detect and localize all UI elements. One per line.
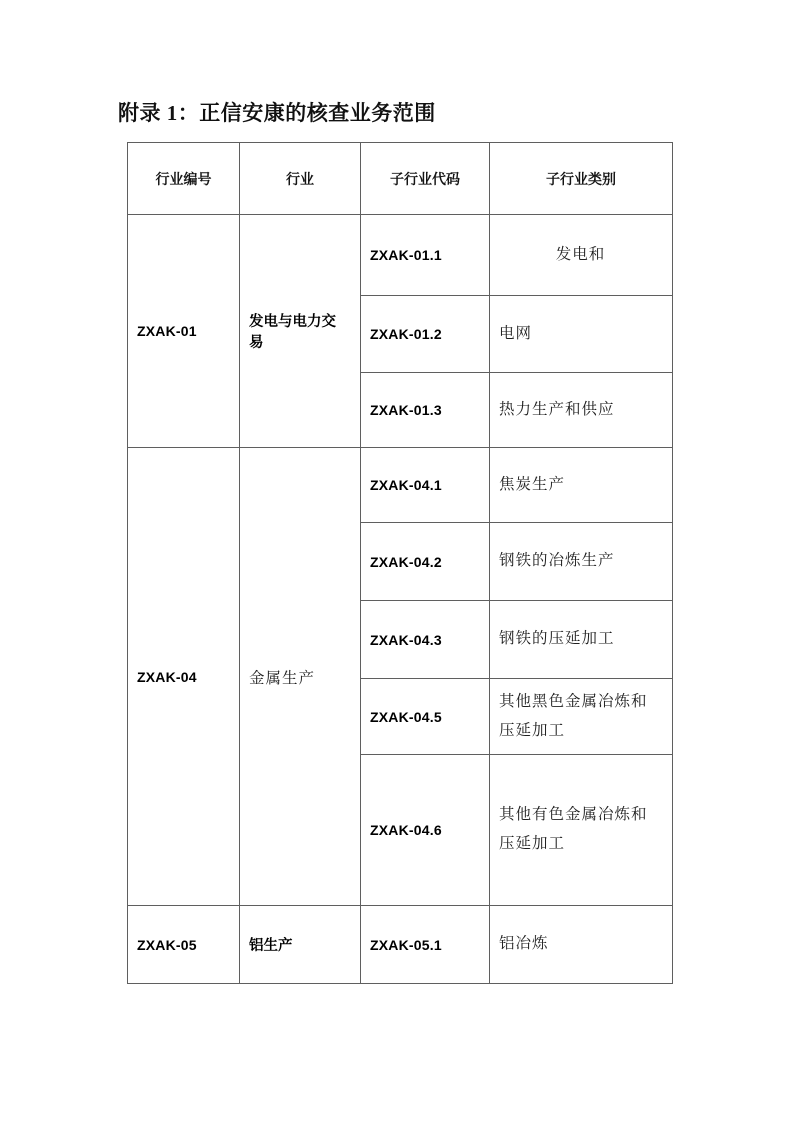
industry-code-cell: ZXAK-04: [128, 448, 240, 906]
table-row: [128, 906, 673, 984]
sub-code-cell: ZXAK-04.2: [361, 523, 490, 601]
col-header-subindustry-category: 子行业类别: [490, 143, 673, 215]
industry-code-cell: ZXAK-05: [128, 906, 240, 984]
industry-name-cell: 铝生产: [240, 906, 361, 984]
sub-code-cell: ZXAK-04.6: [361, 755, 490, 906]
table-row: [128, 215, 673, 296]
sub-code-cell: ZXAK-01.3: [361, 373, 490, 448]
table-row: [128, 448, 673, 523]
sub-category-cell: 钢铁的压延加工: [490, 601, 673, 679]
sub-category-cell: 焦炭生产: [490, 448, 673, 523]
col-header-subindustry-code: 子行业代码: [361, 143, 490, 215]
sub-category-cell: 其他有色金属冶炼和压延加工: [490, 755, 673, 906]
sub-category-cell: 发电和: [490, 215, 673, 296]
sub-category-cell: 钢铁的冶炼生产: [490, 523, 673, 601]
sub-code-cell: ZXAK-04.3: [361, 601, 490, 679]
page-title: 附录 1：正信安康的核查业务范围: [118, 101, 436, 125]
business-scope-table: [127, 142, 673, 984]
sub-category-cell: 铝冶炼: [490, 906, 673, 984]
industry-code-cell: ZXAK-01: [128, 215, 240, 448]
sub-code-cell: ZXAK-04.1: [361, 448, 490, 523]
sub-code-cell: ZXAK-04.5: [361, 679, 490, 755]
col-header-industry: 行业: [240, 143, 361, 215]
table-header-row: [128, 143, 673, 215]
sub-code-cell: ZXAK-01.2: [361, 296, 490, 373]
col-header-industry-code: 行业编号: [128, 143, 240, 215]
industry-name-cell: 发电与电力交易: [240, 215, 361, 448]
sub-category-cell: 热力生产和供应: [490, 373, 673, 448]
sub-category-cell: 电网: [490, 296, 673, 373]
industry-name-cell: 金属生产: [240, 448, 361, 906]
sub-category-cell: 其他黑色金属冶炼和压延加工: [490, 679, 673, 755]
sub-code-cell: ZXAK-05.1: [361, 906, 490, 984]
sub-code-cell: ZXAK-01.1: [361, 215, 490, 296]
